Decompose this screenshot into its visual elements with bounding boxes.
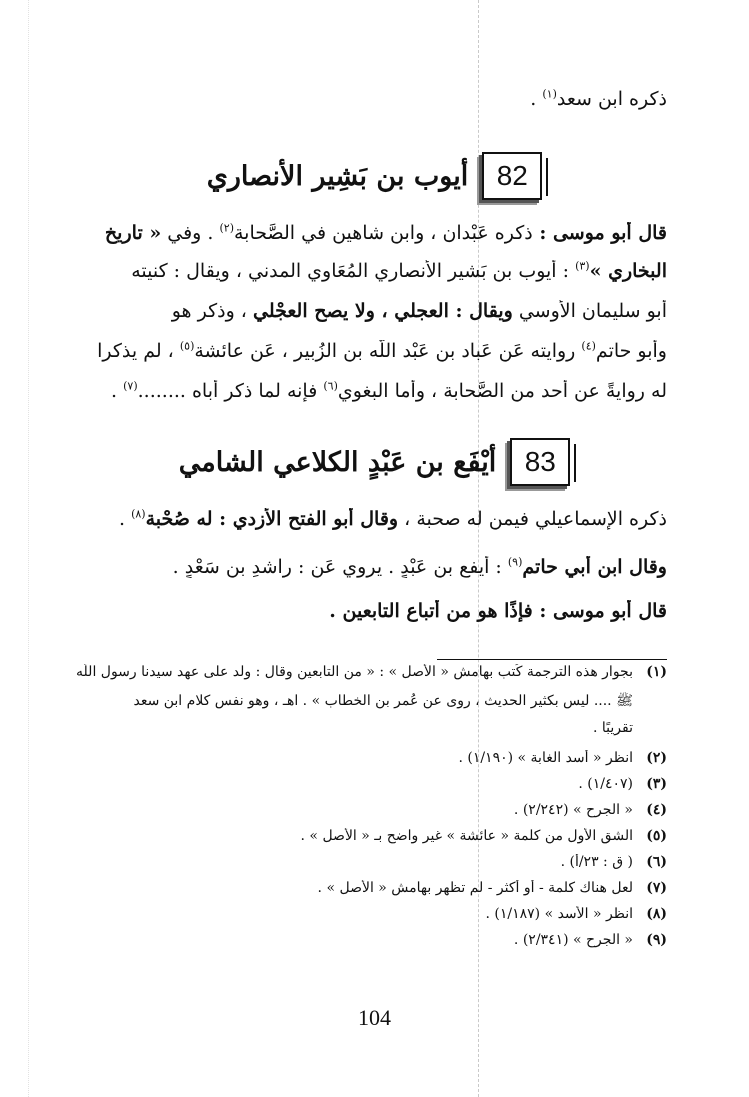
footnote-8: (٨)انظر « الأسد » (١/١٨٧) . xyxy=(485,906,667,922)
entry-number: 82 xyxy=(496,160,528,191)
footnote-ref: (٨) xyxy=(131,508,146,521)
footnote-4: (٤)« الجرح » (٢/٢٤٢) . xyxy=(513,802,667,818)
footnote-ref: (١) xyxy=(542,88,557,101)
entry-title: أيوب بن بَشِير الأنصاري xyxy=(206,160,469,192)
entry82-line-3: أبو سليمان الأوسي ويقال : العجلي ، ولا يصح العجْلي ، وذكر هو xyxy=(171,300,667,322)
entry82-line-5: له روايةً عن أحد من الصَّحابة ، وأما البغوي$^{(٦)}$ فإنه لما ذكر أباه ........$^{(٧)}$ . xyxy=(111,380,667,402)
footnote-1-cont: ﷺ .... ليس بكثير الحديث ، روى عن عُمر بن الخطاب » . اهـ ، وهو نفس كلام ابن سعد xyxy=(133,693,633,709)
footnote-ref: (٧) xyxy=(123,380,138,393)
footnote-ref: (٥) xyxy=(179,340,195,353)
entry82-line-4: وأبو حاتم$^{(٤)}$ روايته عَن عَباد بن عَبْد اللّه بن الزُبير ، عَن عائشة$^{(٥)}$ ، لم يذكرا xyxy=(97,340,667,362)
footnote-3: (٣)(١/٤٠٧) . xyxy=(578,776,667,792)
footnote-ref: (٦) xyxy=(323,380,338,393)
continuation-text: ذكره ابن سعد xyxy=(556,88,667,110)
footnote-2: (٢)انظر « أسد الغابة » (١/١٩٠) . xyxy=(458,750,667,766)
entry-heading-82 xyxy=(0,146,749,206)
footnote-6: (٦)( ق : ٢٣/أ) . xyxy=(560,854,667,870)
footnote-ref: (٣) xyxy=(575,260,590,273)
footnote-1: (١)بجوار هذه الترجمة كُتب بهامش « الأصل » : « من التابعين وقال : ولد على عهد سيدنا رسول اللّه xyxy=(76,664,667,680)
entry-number-box xyxy=(482,152,542,200)
footnote-9: (٩)« الجرح » (٢/٣٤١) . xyxy=(513,932,667,948)
entry-heading-83 xyxy=(0,432,749,492)
continuation-line: ذكره ابن سعد$^{(١)}$ . xyxy=(530,88,667,110)
entry-title: أيْفَع بن عَبْدٍ الكلاعي الشامي xyxy=(178,446,497,478)
footnote-5: (٥)الشق الأول من كلمة « عائشة » غير واضح بـ « الأصل » . xyxy=(300,828,667,844)
entry83-line-2: وقال ابن أبي حاتم$^{(٩)}$ : أيفع بن عَبْدٍ . يروي عَن : راشدِ بن سَعْدٍ . xyxy=(172,556,667,578)
entry-number-box xyxy=(510,438,570,486)
footnote-ref: (٩) xyxy=(507,556,523,569)
footnote-1-cont2: تقريبًا . xyxy=(593,720,633,736)
entry82-line-2: البخاري »$^{(٣)}$ : أيوب بن بَشير الأنصاري المُعَاوي المدني ، ويقال : كنيته xyxy=(131,260,667,282)
entry83-line-1: ذكره الإسماعيلي فيمن له صحبة ، وقال أبو الفتح الأزدي : له صُحْبة$^{(٨)}$ . xyxy=(118,508,667,530)
entry-number: 83 xyxy=(524,446,556,477)
entry83-line-3: قال أبو موسى : فإذًا هو من أتباع التابعين . xyxy=(329,600,667,622)
footnote-ref: (٤) xyxy=(581,340,596,353)
footnote-separator xyxy=(437,659,667,660)
entry82-line-1: قال أبو موسى : ذكره عَبْدان ، وابن شاهين في الصَّحابة$^{(٢)}$ . وفي « تاريخ xyxy=(104,222,667,244)
footnote-7: (٧)لعل هناك كلمة - أو أكثر - لم تظهر بهامش « الأصل » . xyxy=(317,880,667,896)
page-number: 104 xyxy=(358,1005,391,1030)
footnote-ref: (٢) xyxy=(219,222,234,235)
